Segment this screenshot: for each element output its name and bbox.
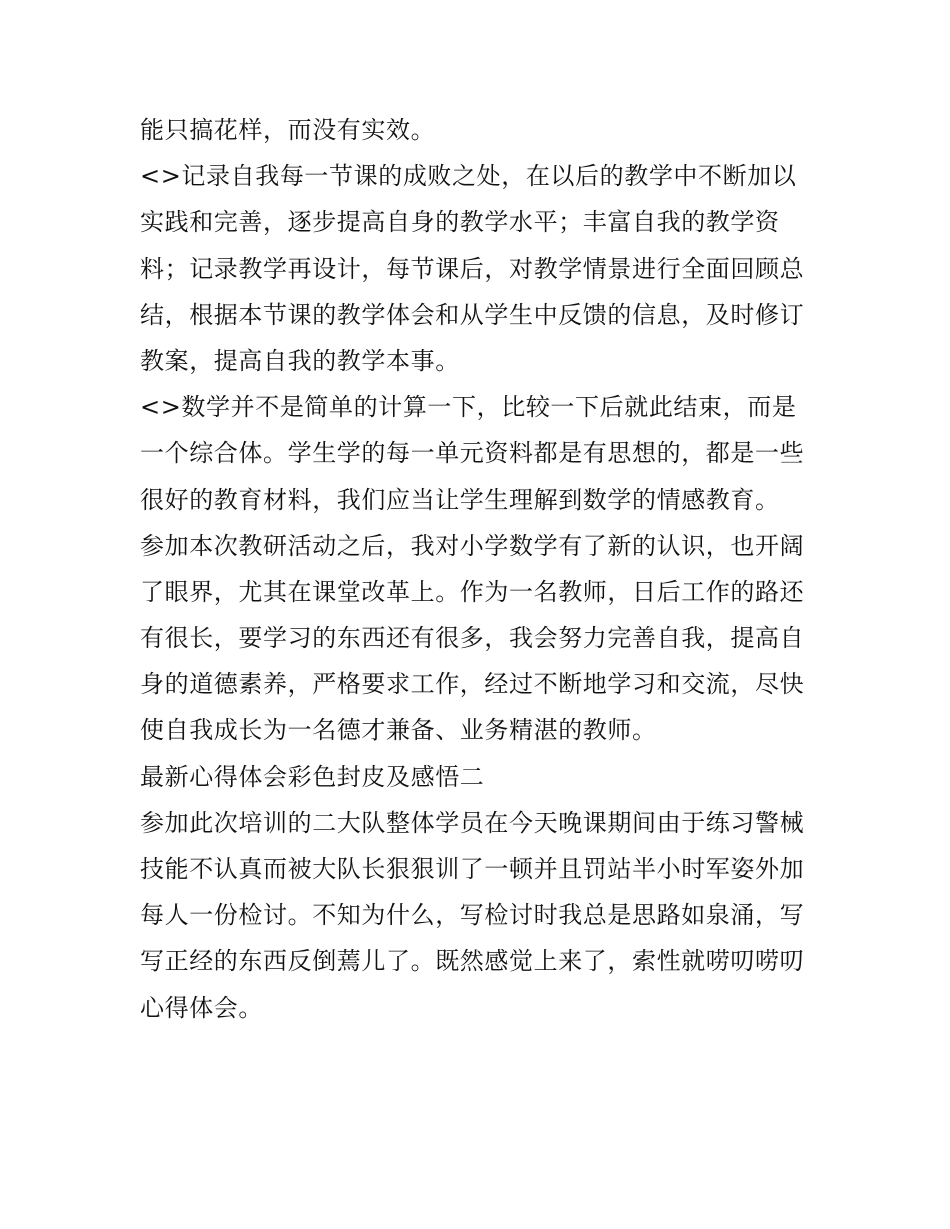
text-line: 教案，提高自我的教学本事。 bbox=[140, 346, 460, 375]
text-line: <>记录自我每一节课的成败之处，在以后的教学中不断加以 bbox=[140, 162, 797, 191]
text-line: 了眼界，尤其在课堂改革上。作为一名教师，日后工作的路还 bbox=[140, 577, 805, 606]
text-line: 能只搞花样，而没有实效。 bbox=[140, 116, 436, 144]
text-line: 有很长，要学习的东西还有很多，我会努力完善自我，提高自 bbox=[140, 624, 805, 653]
text-line: 写正经的东西反倒蔫儿了。既然感觉上来了，索性就唠叨唠叨 bbox=[140, 947, 805, 976]
text-line: <>数学并不是简单的计算一下，比较一下后就此结束，而是 bbox=[140, 393, 797, 422]
section-heading: 最新心得体会彩色封皮及感悟二 bbox=[140, 762, 485, 791]
text-line: 结，根据本节课的教学体会和从学生中反馈的信息，及时修订 bbox=[140, 300, 805, 329]
text-line: 实践和完善，逐步提高自身的教学水平；丰富自我的教学资 bbox=[140, 208, 780, 237]
text-line: 参加本次教研活动之后，我对小学数学有了新的认识，也开阔 bbox=[140, 531, 805, 560]
text-line: 心得体会。 bbox=[140, 993, 263, 1022]
text-line: 料；记录教学再设计，每节课后，对教学情景进行全面回顾总 bbox=[140, 254, 805, 283]
text-line: 每人一份检讨。不知为什么，写检讨时我总是思路如泉涌，写 bbox=[140, 901, 805, 930]
text-line: 很好的教育材料，我们应当让学生理解到数学的情感教育。 bbox=[140, 485, 780, 514]
text-line: 技能不认真而被大队长狠狠训了一顿并且罚站半小时军姿外加 bbox=[140, 855, 805, 883]
text-line: 一个综合体。学生学的每一单元资料都是有思想的，都是一些 bbox=[140, 439, 805, 468]
text-line: 参加此次培训的二大队整体学员在今天晚课期间由于练习警械 bbox=[140, 808, 805, 837]
document-body bbox=[140, 107, 815, 1031]
text-line: 身的道德素养，严格要求工作，经过不断地学习和交流，尽快 bbox=[140, 670, 805, 699]
text-line: 使自我成长为一名德才兼备、业务精湛的教师。 bbox=[140, 716, 657, 745]
